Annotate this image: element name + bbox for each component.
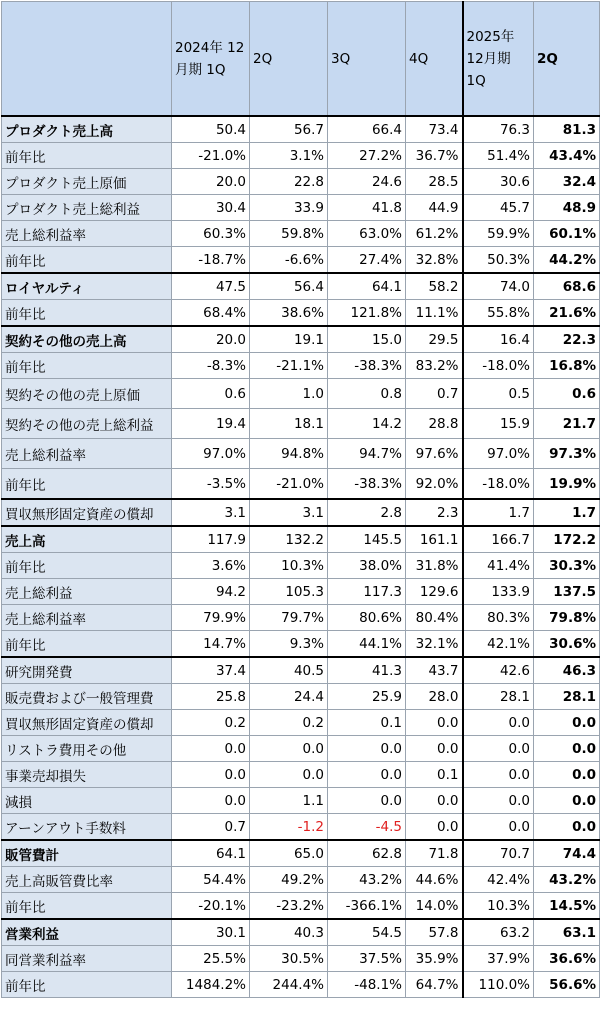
table-cell: 56.6% — [534, 972, 600, 998]
table-cell: 19.9% — [534, 469, 600, 500]
table-row — [2, 499, 600, 526]
row-label: 営業利益 — [2, 919, 172, 946]
table-row — [2, 169, 600, 195]
table-cell: 0.0 — [328, 762, 406, 788]
header-2024-2q: 2Q — [250, 2, 328, 117]
table-cell: 97.0% — [172, 439, 250, 469]
table-row — [2, 143, 600, 169]
row-label: 買収無形固定資産の償却 — [2, 710, 172, 736]
table-row — [2, 946, 600, 972]
table-cell: 94.2 — [172, 579, 250, 605]
table-cell: 59.9% — [463, 221, 534, 247]
table-cell: 14.2 — [328, 409, 406, 439]
table-row — [2, 631, 600, 658]
table-cell: 22.8 — [250, 169, 328, 195]
table-cell: -8.3% — [172, 353, 250, 379]
table-cell: 10.3% — [250, 553, 328, 579]
table-cell: 25.8 — [172, 684, 250, 710]
row-label: プロダクト売上高 — [2, 116, 172, 143]
table-cell: 68.6 — [534, 273, 600, 300]
table-cell: 63.2 — [463, 919, 534, 946]
table-row — [2, 684, 600, 710]
table-cell: 56.7 — [250, 116, 328, 143]
table-cell: 30.1 — [172, 919, 250, 946]
table-row — [2, 762, 600, 788]
row-label: 前年比 — [2, 353, 172, 379]
table-cell: -23.2% — [250, 893, 328, 920]
table-cell: 64.1 — [328, 273, 406, 300]
row-label: 売上総利益率 — [2, 605, 172, 631]
table-cell: 47.5 — [172, 273, 250, 300]
table-cell: 43.2% — [328, 867, 406, 893]
table-cell: 0.0 — [534, 814, 600, 841]
row-label: 前年比 — [2, 300, 172, 327]
table-cell: 70.7 — [463, 840, 534, 867]
table-cell: 0.0 — [406, 814, 463, 841]
table-cell: 80.3% — [463, 605, 534, 631]
table-cell: 0.0 — [463, 814, 534, 841]
table-cell: -3.5% — [172, 469, 250, 500]
table-row — [2, 710, 600, 736]
table-cell: 41.8 — [328, 195, 406, 221]
row-label: プロダクト売上原価 — [2, 169, 172, 195]
table-cell: 14.5% — [534, 893, 600, 920]
table-cell: -18.0% — [463, 353, 534, 379]
table-cell: 71.8 — [406, 840, 463, 867]
table-cell: 51.4% — [463, 143, 534, 169]
table-cell: 166.7 — [463, 526, 534, 553]
table-cell: 3.1 — [172, 499, 250, 526]
table-cell: 37.9% — [463, 946, 534, 972]
table-cell: 3.1 — [250, 499, 328, 526]
table-body — [2, 116, 600, 998]
header-2025-1q: 2025年 12月期 1Q — [463, 2, 534, 117]
header-2024-3q: 3Q — [328, 2, 406, 117]
table-cell: 20.0 — [172, 326, 250, 353]
table-cell: 0.0 — [328, 788, 406, 814]
financial-table — [1, 1, 600, 998]
table-cell: 59.8% — [250, 221, 328, 247]
table-cell: 81.3 — [534, 116, 600, 143]
table-row — [2, 439, 600, 469]
table-cell: 55.8% — [463, 300, 534, 327]
table-row — [2, 736, 600, 762]
row-label: 事業売却損失 — [2, 762, 172, 788]
row-label: 前年比 — [2, 893, 172, 920]
table-row — [2, 116, 600, 143]
table-cell: 161.1 — [406, 526, 463, 553]
table-cell: 36.6% — [534, 946, 600, 972]
row-label: 前年比 — [2, 469, 172, 500]
table-cell: -6.6% — [250, 247, 328, 274]
table-cell: 0.6 — [534, 379, 600, 409]
table-cell: 0.0 — [406, 788, 463, 814]
row-label: 前年比 — [2, 631, 172, 658]
table-cell: 94.8% — [250, 439, 328, 469]
table-cell: 30.3% — [534, 553, 600, 579]
table-cell: 145.5 — [328, 526, 406, 553]
table-row — [2, 867, 600, 893]
table-cell: 68.4% — [172, 300, 250, 327]
table-cell: 0.0 — [250, 736, 328, 762]
table-cell: 28.1 — [463, 684, 534, 710]
table-cell: 54.5 — [328, 919, 406, 946]
row-label: 研究開発費 — [2, 657, 172, 684]
table-cell: 0.0 — [463, 736, 534, 762]
table-cell: 44.6% — [406, 867, 463, 893]
table-cell: 80.6% — [328, 605, 406, 631]
table-row — [2, 919, 600, 946]
table-row — [2, 788, 600, 814]
table-cell: 41.4% — [463, 553, 534, 579]
table-cell: -4.5 — [328, 814, 406, 841]
table-cell: 10.3% — [463, 893, 534, 920]
table-cell: 25.5% — [172, 946, 250, 972]
header-2024-4q: 4Q — [406, 2, 463, 117]
row-label: 前年比 — [2, 972, 172, 998]
table-cell: 0.7 — [172, 814, 250, 841]
table-cell: 79.8% — [534, 605, 600, 631]
table-cell: 11.1% — [406, 300, 463, 327]
row-label: 売上高販管費比率 — [2, 867, 172, 893]
table-cell: 3.6% — [172, 553, 250, 579]
header-row — [2, 2, 600, 117]
table-cell: 43.2% — [534, 867, 600, 893]
table-cell: 1.0 — [250, 379, 328, 409]
table-row — [2, 553, 600, 579]
table-cell: 29.5 — [406, 326, 463, 353]
table-cell: 0.0 — [463, 710, 534, 736]
table-cell: 244.4% — [250, 972, 328, 998]
table-cell: 30.5% — [250, 946, 328, 972]
table-cell: 129.6 — [406, 579, 463, 605]
table-cell: 54.4% — [172, 867, 250, 893]
table-row — [2, 379, 600, 409]
table-row — [2, 605, 600, 631]
table-cell: 15.0 — [328, 326, 406, 353]
table-cell: 60.1% — [534, 221, 600, 247]
table-cell: 0.1 — [328, 710, 406, 736]
row-label: 販管費計 — [2, 840, 172, 867]
row-label: 売上総利益率 — [2, 221, 172, 247]
row-label: アーンアウト手数料 — [2, 814, 172, 841]
table-cell: 19.4 — [172, 409, 250, 439]
table-cell: 64.1 — [172, 840, 250, 867]
table-cell: 0.5 — [463, 379, 534, 409]
table-cell: 28.8 — [406, 409, 463, 439]
table-row — [2, 353, 600, 379]
table-row — [2, 893, 600, 920]
table-cell: -48.1% — [328, 972, 406, 998]
row-label: 前年比 — [2, 553, 172, 579]
table-cell: 46.3 — [534, 657, 600, 684]
table-cell: 42.6 — [463, 657, 534, 684]
table-cell: 0.0 — [463, 762, 534, 788]
table-cell: 20.0 — [172, 169, 250, 195]
table-cell: 2.3 — [406, 499, 463, 526]
table-cell: 43.7 — [406, 657, 463, 684]
table-row — [2, 657, 600, 684]
table-cell: 63.0% — [328, 221, 406, 247]
table-cell: 83.2% — [406, 353, 463, 379]
row-label: 前年比 — [2, 143, 172, 169]
table-cell: 79.9% — [172, 605, 250, 631]
header-2025-2q: 2Q — [534, 2, 600, 117]
table-cell: 0.0 — [406, 710, 463, 736]
table-cell: 0.0 — [406, 736, 463, 762]
table-cell: 66.4 — [328, 116, 406, 143]
table-row — [2, 326, 600, 353]
table-cell: 2.8 — [328, 499, 406, 526]
table-cell: 35.9% — [406, 946, 463, 972]
table-cell: 18.1 — [250, 409, 328, 439]
table-cell: 38.6% — [250, 300, 328, 327]
table-cell: 0.0 — [250, 762, 328, 788]
table-cell: 28.5 — [406, 169, 463, 195]
table-cell: 61.2% — [406, 221, 463, 247]
table-cell: 58.2 — [406, 273, 463, 300]
table-cell: 132.2 — [250, 526, 328, 553]
table-cell: 117.9 — [172, 526, 250, 553]
table-cell: 0.0 — [463, 788, 534, 814]
table-cell: 76.3 — [463, 116, 534, 143]
table-row — [2, 247, 600, 274]
table-cell: 25.9 — [328, 684, 406, 710]
table-cell: 31.8% — [406, 553, 463, 579]
table-cell: 27.2% — [328, 143, 406, 169]
table-cell: 24.6 — [328, 169, 406, 195]
row-label: 買収無形固定資産の償却 — [2, 499, 172, 526]
table-cell: 30.4 — [172, 195, 250, 221]
table-row — [2, 409, 600, 439]
table-cell: 0.0 — [172, 788, 250, 814]
table-cell: 80.4% — [406, 605, 463, 631]
table-cell: 121.8% — [328, 300, 406, 327]
row-label: リストラ費用その他 — [2, 736, 172, 762]
table-cell: 117.3 — [328, 579, 406, 605]
table-cell: 172.2 — [534, 526, 600, 553]
table-row — [2, 221, 600, 247]
row-label: 同営業利益率 — [2, 946, 172, 972]
table-cell: 14.7% — [172, 631, 250, 658]
table-cell: 36.7% — [406, 143, 463, 169]
table-cell: 97.6% — [406, 439, 463, 469]
table-row — [2, 840, 600, 867]
table-cell: 97.3% — [534, 439, 600, 469]
table-cell: -21.0% — [172, 143, 250, 169]
table-cell: 24.4 — [250, 684, 328, 710]
table-cell: 74.4 — [534, 840, 600, 867]
table-cell: 0.0 — [534, 788, 600, 814]
table-cell: 63.1 — [534, 919, 600, 946]
table-cell: 1.7 — [534, 499, 600, 526]
row-label: 売上高 — [2, 526, 172, 553]
table-cell: 44.9 — [406, 195, 463, 221]
table-cell: 65.0 — [250, 840, 328, 867]
table-cell: 19.1 — [250, 326, 328, 353]
table-cell: 0.0 — [172, 762, 250, 788]
table-cell: 0.2 — [172, 710, 250, 736]
table-cell: 28.0 — [406, 684, 463, 710]
table-cell: 27.4% — [328, 247, 406, 274]
table-row — [2, 579, 600, 605]
table-cell: -21.1% — [250, 353, 328, 379]
table-cell: 0.6 — [172, 379, 250, 409]
table-cell: 62.8 — [328, 840, 406, 867]
row-label: 契約その他の売上高 — [2, 326, 172, 353]
table-cell: 22.3 — [534, 326, 600, 353]
table-cell: 0.0 — [534, 710, 600, 736]
row-label: ロイヤルティ — [2, 273, 172, 300]
table-cell: 50.4 — [172, 116, 250, 143]
table-cell: 40.3 — [250, 919, 328, 946]
table-row — [2, 972, 600, 998]
table-cell: 45.7 — [463, 195, 534, 221]
table-cell: 14.0% — [406, 893, 463, 920]
table-cell: 0.0 — [534, 736, 600, 762]
table-cell: 16.4 — [463, 326, 534, 353]
table-cell: 94.7% — [328, 439, 406, 469]
table-cell: 0.8 — [328, 379, 406, 409]
table-cell: 74.0 — [463, 273, 534, 300]
table-cell: 44.1% — [328, 631, 406, 658]
row-label: 契約その他の売上総利益 — [2, 409, 172, 439]
table-cell: -18.7% — [172, 247, 250, 274]
table-cell: -20.1% — [172, 893, 250, 920]
row-label: 売上総利益率 — [2, 439, 172, 469]
table-cell: 40.5 — [250, 657, 328, 684]
table-cell: 0.0 — [534, 762, 600, 788]
row-label: 減損 — [2, 788, 172, 814]
table-cell: 32.1% — [406, 631, 463, 658]
table-cell: 15.9 — [463, 409, 534, 439]
table-cell: 1.7 — [463, 499, 534, 526]
row-label: 販売費および一般管理費 — [2, 684, 172, 710]
table-cell: 30.6 — [463, 169, 534, 195]
table-cell: 28.1 — [534, 684, 600, 710]
table-cell: 0.0 — [328, 736, 406, 762]
table-row — [2, 469, 600, 500]
table-cell: 33.9 — [250, 195, 328, 221]
table-cell: 42.1% — [463, 631, 534, 658]
table-cell: 73.4 — [406, 116, 463, 143]
table-cell: 9.3% — [250, 631, 328, 658]
table-cell: -38.3% — [328, 353, 406, 379]
row-label: 前年比 — [2, 247, 172, 274]
table-cell: 133.9 — [463, 579, 534, 605]
header-corner — [2, 2, 172, 117]
table-cell: 21.6% — [534, 300, 600, 327]
table-cell: 60.3% — [172, 221, 250, 247]
table-cell: 56.4 — [250, 273, 328, 300]
row-label: 契約その他の売上原価 — [2, 379, 172, 409]
table-cell: 21.7 — [534, 409, 600, 439]
table-cell: -1.2 — [250, 814, 328, 841]
table-row — [2, 195, 600, 221]
table-cell: 43.4% — [534, 143, 600, 169]
table-cell: 37.5% — [328, 946, 406, 972]
table-cell: 97.0% — [463, 439, 534, 469]
table-cell: 41.3 — [328, 657, 406, 684]
table-cell: 57.8 — [406, 919, 463, 946]
table-row — [2, 273, 600, 300]
header-2024-1q: 2024年 12月期 1Q — [172, 2, 250, 117]
table-row — [2, 814, 600, 841]
table-cell: 64.7% — [406, 972, 463, 998]
table-cell: 30.6% — [534, 631, 600, 658]
table-cell: 44.2% — [534, 247, 600, 274]
table-cell: -21.0% — [250, 469, 328, 500]
table-cell: 105.3 — [250, 579, 328, 605]
table-cell: -38.3% — [328, 469, 406, 500]
table-cell: 32.4 — [534, 169, 600, 195]
table-cell: 0.0 — [172, 736, 250, 762]
table-cell: 50.3% — [463, 247, 534, 274]
table-cell: 37.4 — [172, 657, 250, 684]
row-label: 売上総利益 — [2, 579, 172, 605]
table-cell: 137.5 — [534, 579, 600, 605]
table-cell: 42.4% — [463, 867, 534, 893]
table-cell: 3.1% — [250, 143, 328, 169]
table-cell: 110.0% — [463, 972, 534, 998]
table-row — [2, 526, 600, 553]
table-row — [2, 300, 600, 327]
table-cell: 0.1 — [406, 762, 463, 788]
table-cell: -18.0% — [463, 469, 534, 500]
row-label: プロダクト売上総利益 — [2, 195, 172, 221]
table-cell: 79.7% — [250, 605, 328, 631]
table-cell: 0.2 — [250, 710, 328, 736]
table-cell: 0.7 — [406, 379, 463, 409]
table-cell: 1484.2% — [172, 972, 250, 998]
table-cell: 32.8% — [406, 247, 463, 274]
table-cell: 49.2% — [250, 867, 328, 893]
table-cell: 16.8% — [534, 353, 600, 379]
table-cell: 48.9 — [534, 195, 600, 221]
table-cell: 38.0% — [328, 553, 406, 579]
table-cell: -366.1% — [328, 893, 406, 920]
table-cell: 92.0% — [406, 469, 463, 500]
table-cell: 1.1 — [250, 788, 328, 814]
